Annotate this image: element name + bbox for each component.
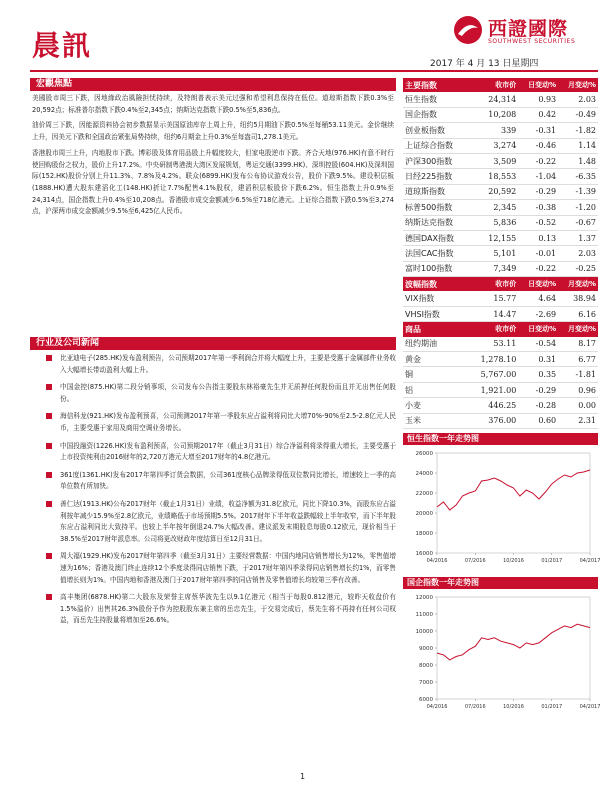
index-row <box>403 261 598 276</box>
row-value: 0.96 <box>558 382 598 397</box>
bullet-icon <box>46 501 52 507</box>
row-value: 1.37 <box>558 230 598 245</box>
left-column <box>30 78 396 633</box>
row-value: -0.29 <box>518 382 558 397</box>
y-tick-label: 22000 <box>415 490 433 497</box>
bullet-icon <box>46 553 52 559</box>
row-value: 3,274 <box>469 138 518 153</box>
row-value: 12,155 <box>469 230 518 245</box>
row-label: 铝 <box>403 382 469 397</box>
volatility-header-row <box>403 277 598 292</box>
index-row <box>403 230 598 245</box>
y-tick-label: 20000 <box>415 510 433 517</box>
x-tick-label: 07/2016 <box>464 703 486 710</box>
row-value: 24,314 <box>469 92 518 107</box>
row-label: VHSI指数 <box>403 306 469 321</box>
row-value: -1.04 <box>518 169 558 184</box>
row-label: 富时100指数 <box>403 261 469 276</box>
y-tick-label: 7000 <box>419 679 433 686</box>
logo-subtitle: SOUTHWEST SECURITIES <box>488 38 576 45</box>
news-item <box>30 592 396 627</box>
row-value: 7,349 <box>469 261 518 276</box>
row-value: -0.38 <box>518 200 558 215</box>
row-value: -0.22 <box>518 153 558 168</box>
row-label: 商品 <box>403 322 469 337</box>
x-tick-label: 01/2017 <box>541 703 563 710</box>
news-text: 中国金控(875.HK)第二段分销事项，公司发布公告指主要股东林裕豪先生并无质押任何股份而且并无出售任何股份。 <box>60 383 396 403</box>
row-value: 5,767.00 <box>469 367 518 382</box>
row-value: 6.77 <box>558 352 598 367</box>
row-value: 日变动% <box>518 277 558 292</box>
row-value: -0.29 <box>518 184 558 199</box>
commodity-header-row <box>403 322 598 337</box>
index-row <box>403 215 598 230</box>
row-value: -0.52 <box>518 215 558 230</box>
row-value: -0.01 <box>518 246 558 261</box>
row-value: 收市价 <box>469 322 518 337</box>
row-label: 恒生指数 <box>403 92 469 107</box>
row-label: 铜 <box>403 367 469 382</box>
x-tick-label: 07/2016 <box>464 557 486 564</box>
row-value: 月变动% <box>558 277 598 292</box>
report-date: 2017 年 4 月 13 日星期四 <box>430 59 539 69</box>
news-text: 海信科龙(921.HK)发布盈利预喜，公司预测2017年第一季股东应占溢利将同比大增70%-90%至2.5-2.8亿元人民币，主要受惠于家用及商用空调业务增长。 <box>60 412 396 432</box>
commodity-row <box>403 352 598 367</box>
row-label: 纳斯达克指数 <box>403 215 469 230</box>
plot-frame <box>437 597 590 699</box>
index-row <box>403 153 598 168</box>
row-value: 446.25 <box>469 398 518 413</box>
row-label: 日经225指数 <box>403 169 469 184</box>
index-header-row <box>403 78 598 92</box>
row-value: 月变动% <box>558 322 598 337</box>
row-label: 道琼斯指数 <box>403 184 469 199</box>
row-label: 创业板指数 <box>403 123 469 138</box>
row-value: -6.35 <box>558 169 598 184</box>
news-list <box>30 353 396 627</box>
row-value: 20,592 <box>469 184 518 199</box>
row-value: -0.28 <box>518 398 558 413</box>
volatility-row <box>403 291 598 306</box>
page-title: 晨訊 <box>32 29 93 62</box>
index-row <box>403 246 598 261</box>
row-value: 1,278.10 <box>469 352 518 367</box>
news-item <box>30 499 396 545</box>
y-tick-label: 10000 <box>415 628 433 635</box>
row-value: 53.11 <box>469 337 518 352</box>
row-value: 0.00 <box>558 398 598 413</box>
brand-logo <box>452 14 592 50</box>
macro-paragraph: 油价周三下跌，因能源资料协会初步数据显示美国原油库存上周上升，纽约5月期油下跌0.5%至每桶53.11美元。金价继续上升，因美元下跌和全国政治紧张局势持续，纽约6月期金上升0.3%至每盎司1,278.1美元。 <box>32 121 394 142</box>
row-value: -0.49 <box>558 107 598 122</box>
plot-frame <box>437 453 590 553</box>
macro-heading: 宏觀焦點 <box>30 78 396 91</box>
news-text: 比亚迪电子(285.HK)发布盈利预告，公司预期2017年第一季利润合并将大幅度上升，主要是受惠于金属部件业务收入大幅增长带动盈利大幅上升。 <box>60 354 397 374</box>
row-value: 6.16 <box>558 306 598 321</box>
hsi-chart-title: 恒生指数一年走势图 <box>403 433 598 445</box>
news-item <box>30 470 396 493</box>
commodity-row <box>403 382 598 397</box>
commodity-row <box>403 398 598 413</box>
commodity-row <box>403 413 598 428</box>
row-value: 0.35 <box>518 367 558 382</box>
row-value: -2.69 <box>518 306 558 321</box>
bullet-icon <box>46 413 52 419</box>
bullet-icon <box>46 594 52 600</box>
market-table <box>403 78 598 429</box>
row-value: 2.31 <box>558 413 598 428</box>
x-tick-label: 04/2016 <box>426 703 448 710</box>
row-label: 沪深300指数 <box>403 153 469 168</box>
row-value: -1.81 <box>558 367 598 382</box>
row-value: 日变动% <box>518 322 558 337</box>
x-tick-label: 10/2016 <box>503 703 524 710</box>
macro-paragraph: 香港股市周三上升，内地股市下跌。博彩股及体育用品股上升幅度较大，但家电股逆市下跌。齐合天地(976.HK)有意不时行使回购股份之权力，股价上升17.2%。中央研制粤港澳大湾区发展规划，粤运交通(3399.HK)、深圳控股(604.HK)及深圳国际(152.HK)股价分别上升11.3%、7.8%及4.2%。联众(6899.HK)发布公布协议游戏公告，股价下跌9.5%。建设积层板(1888.HK)遭大股东建滔化工(148.HK)折让7.7%配售4.1%股权，建滔积层板股价下跌6.2%。恒生指数上升0.9%至24,314点，国企指数上升0.4%至10,208点。香港股市成交金额减少6.5%至718亿港元。上证综合指数下跌0.5%至3,274点，沪深两市成交金额减少9.5%至6,425亿人民币。 <box>32 148 394 216</box>
row-value: 5,101 <box>469 246 518 261</box>
series-line <box>437 624 590 660</box>
index-row <box>403 138 598 153</box>
row-value: -0.31 <box>518 123 558 138</box>
hscei-chart <box>403 589 601 715</box>
commodity-row <box>403 367 598 382</box>
row-label: VIX指数 <box>403 291 469 306</box>
row-value: 3,509 <box>469 153 518 168</box>
y-tick-label: 12000 <box>415 594 433 601</box>
index-row <box>403 184 598 199</box>
macro-paragraph: 美國股市周三下跌，因地緣政治風險担忧持续，及特朗普表示美元过强和希望利息保持在低位。道琼斯指数下跌0.3%至20,592点；标准普尔指数下跌0.4%至2,345点；纳斯达克指数下跌0.5%至5,836点。 <box>32 94 394 114</box>
row-label: 小麦 <box>403 398 469 413</box>
row-label: 玉米 <box>403 413 469 428</box>
row-value: 339 <box>469 123 518 138</box>
row-value: -0.22 <box>518 261 558 276</box>
y-tick-label: 9000 <box>419 645 433 652</box>
row-value: 8.17 <box>558 337 598 352</box>
header-divider <box>30 70 598 72</box>
y-tick-label: 26000 <box>415 450 433 457</box>
hsi-chart <box>403 445 601 569</box>
news-text: 361度(1361.HK)发布2017年第四季订货会数据，公司361度核心品牌录得低双位数同比增长，增速较上一季的高单位数有所加快。 <box>60 470 396 491</box>
row-value: 月变动% <box>558 78 598 92</box>
index-row <box>403 107 598 122</box>
row-label: 黄金 <box>403 352 469 367</box>
row-value: 日变动% <box>518 78 558 92</box>
row-value: -1.82 <box>558 123 598 138</box>
series-line <box>437 470 590 510</box>
row-value: 5,836 <box>469 215 518 230</box>
row-value: 2,345 <box>469 200 518 215</box>
row-label: 德国DAX指数 <box>403 230 469 245</box>
row-value: 38.94 <box>558 291 598 306</box>
row-value: 15.77 <box>469 291 518 306</box>
row-value: -0.54 <box>518 337 558 352</box>
y-tick-label: 16000 <box>415 550 433 557</box>
row-value: 1.48 <box>558 153 598 168</box>
y-tick-label: 18000 <box>415 530 433 537</box>
news-item <box>30 441 396 464</box>
row-value: 1.14 <box>558 138 598 153</box>
row-label: 上证综合指数 <box>403 138 469 153</box>
macro-section <box>30 91 396 337</box>
news-item <box>30 411 396 434</box>
row-value: -0.46 <box>518 138 558 153</box>
row-label: 主要指数 <box>403 78 469 92</box>
row-value: 2.03 <box>558 246 598 261</box>
news-text: 高丰集团(6878.HK)第二大股东及荣誉主席蔡华波先生以9.1亿港元（相当于每股0.812港元，较昨天收盘价有1.5%溢价）出售其26.3%股份予作为控股股东兼主席的岳忠先生，于交易完成后，蔡先生将不再持有任何公司权益，而岳先生持股量将增加至26.6%。 <box>60 593 396 625</box>
news-text: 中国投融资(1226.HK)发布盈利预喜，公司预期2017年（截止3月31日）综合净溢利将录得重大增长，主要受惠于上市投资纯利由2016财年的2,720万港元大增至2017财年的4.8亿港元。 <box>60 441 396 462</box>
news-text: 周大福(1929.HK)发布2017财年第四季（截至3月31日）主要经营数据：中国内地同店销售增长为12%，零售值增速为16%；香港及澳门终止连续12个季度录得同店销售下跌，于2017财年第四季录得同店销售增长约1%，而零售值增长则为1%。中国内地和香港及澳门于2017财年第四季的同店销售及零售值增长均较第三季有改善。 <box>60 552 396 584</box>
x-tick-label: 04/2017 <box>579 703 601 710</box>
row-value: 2.03 <box>558 92 598 107</box>
hscei-chart-title: 国企指数一年走势图 <box>403 577 598 589</box>
row-value: 0.60 <box>518 413 558 428</box>
row-value: 0.42 <box>518 107 558 122</box>
bullet-icon <box>46 472 52 478</box>
row-value: 0.93 <box>518 92 558 107</box>
row-label: 标普500指数 <box>403 200 469 215</box>
right-column <box>403 78 601 719</box>
logo-name: 西證國際 <box>488 18 569 40</box>
row-value: 收市价 <box>469 78 518 92</box>
row-label: 法国CAC指数 <box>403 246 469 261</box>
row-value: 4.64 <box>518 291 558 306</box>
x-tick-label: 04/2016 <box>426 557 448 564</box>
news-text: 善仁达(1913.HK)公布2017财年（截止1月31日）业绩，收益净额为31.8亿欧元，同比下降10.3%，而股东应占溢利按年减少15.9%至2.8亿欧元，业绩略低于市场预期5.5%。2017财年下半年收益跌幅较上半年收窄，而下半年股东应占溢利同比大致持平。也较上半年按年倒退24.7%大幅改善。建议派发末期股息每股0.12欧元，现价相当于38.5%至2017财年派息率。公司将更改财政年度结算日至12月31日。 <box>60 499 396 543</box>
news-item <box>30 382 396 405</box>
row-label: 国企指数 <box>403 107 469 122</box>
bullet-icon <box>46 443 52 449</box>
bullet-icon <box>46 384 52 390</box>
row-label: 波幅指数 <box>403 277 469 292</box>
y-tick-label: 8000 <box>419 662 433 669</box>
row-value: 0.13 <box>518 230 558 245</box>
y-tick-label: 24000 <box>415 470 433 477</box>
bullet-icon <box>46 355 52 361</box>
row-value: -0.67 <box>558 215 598 230</box>
y-tick-label: 11000 <box>415 611 433 618</box>
index-row <box>403 123 598 138</box>
news-item <box>30 551 396 586</box>
commodity-row <box>403 337 598 352</box>
row-value: 14.47 <box>469 306 518 321</box>
row-value: -0.25 <box>558 261 598 276</box>
row-value: 1,921.00 <box>469 382 518 397</box>
x-tick-label: 01/2017 <box>541 557 563 564</box>
row-value: 收市价 <box>469 277 518 292</box>
row-value: 18,553 <box>469 169 518 184</box>
news-item <box>30 353 396 376</box>
y-tick-label: 6000 <box>419 696 433 703</box>
row-value: 0.31 <box>518 352 558 367</box>
page-number: 1 <box>300 772 306 781</box>
row-value: 10,208 <box>469 107 518 122</box>
row-value: 376.00 <box>469 413 518 428</box>
news-heading: 行业及公司新闻 <box>30 337 396 350</box>
row-value: -1.39 <box>558 184 598 199</box>
volatility-row <box>403 306 598 321</box>
index-row <box>403 169 598 184</box>
index-row <box>403 200 598 215</box>
x-tick-label: 10/2016 <box>503 557 524 564</box>
x-tick-label: 04/2017 <box>579 557 601 564</box>
logo-mark-icon <box>452 14 484 46</box>
row-value: -1.20 <box>558 200 598 215</box>
row-label: 纽约期油 <box>403 337 469 352</box>
index-row <box>403 92 598 107</box>
